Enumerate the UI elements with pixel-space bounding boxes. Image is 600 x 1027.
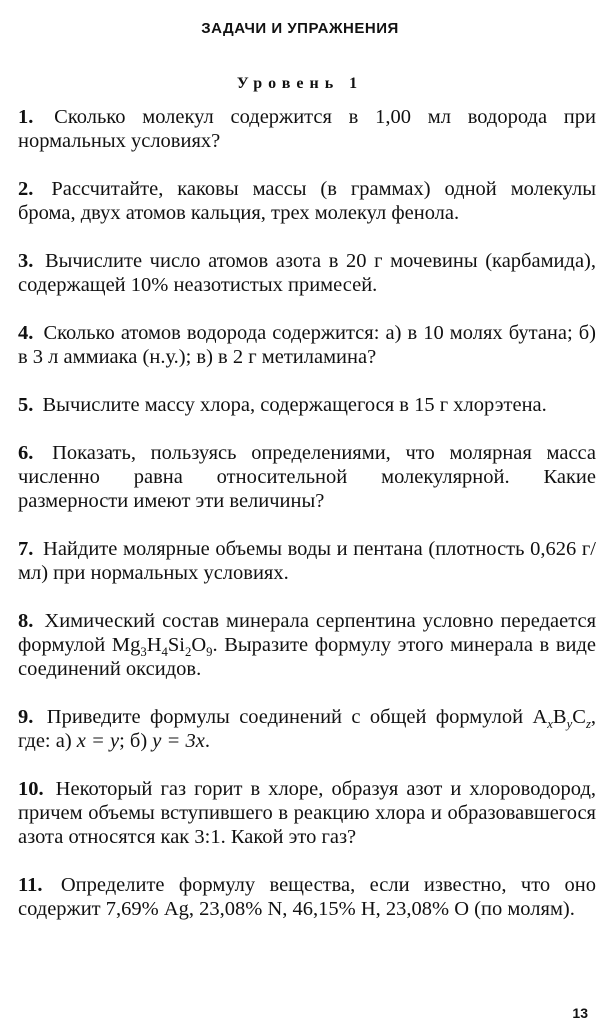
problem-text: Определите формулу вещества, если известно, что оно содержит 7,69% Ag, 23,08% N, 46,15% H, 23,08% O (по молям). [18,874,596,920]
problem-text: Вычислите массу хлора, содержащегося в 15 г хлорэтена. [42,394,547,416]
problem-1 [18,105,596,153]
problem-number: 1. [18,106,34,128]
chemical-formula: $Mg_3H_4Si_2O_9$ [111,634,213,660]
problem-5 [18,393,596,417]
level-title: Уровень 1 [236,75,364,92]
page-number: 13 [572,1005,588,1021]
problem-text: Рассчитайте, каковы массы (в граммах) одной молекулы брома, двух атомов кальция, трех молекул фенола. [18,178,597,224]
problem-7 [18,537,596,585]
problem-number: 7. [18,538,34,560]
problem-text: Показать, пользуясь определениями, что молярная масса численно равна относительной молекулярной. Какие размерности имеют эти величины? [18,442,596,512]
problem-number: 10. [18,778,44,800]
problem-number: 8. [18,610,34,632]
problem-3 [18,249,596,297]
problem-text: Некоторый газ горит в хлоре, образуя азот и хлороводород, причем объемы вступившего в реакцию хлора и образовавшегося азота относятся как 3:1. Какой это газ? [18,778,596,848]
general-formula: $A_xB_yC_z$ [532,706,591,732]
problem-6 [18,441,596,513]
problem-number: 4. [18,322,34,344]
problem-text-after: , где: а) x = y; б) y = 3x. [18,706,597,752]
problem-number: 11. [18,874,43,896]
problem-text-before: Приведите формулы соединений с общей формулой [46,706,533,728]
problem-text-after: . Выразите формулу этого минерала в виде соединений оксидов. [18,634,596,680]
problem-number: 2. [18,178,34,200]
problem-number: 3. [18,250,34,272]
problem-text-before: Химический состав минерала серпентина условно передается формулой [18,610,596,656]
problem-text: Найдите молярные объемы воды и пентана (плотность 0,626 г/мл) при нормальных условиях. [18,538,597,584]
problem-text: Вычислите число атомов азота в 20 г мочевины (карбамида), содержащей 10% неазотистых примесей. [18,250,596,296]
problem-number: 6. [18,442,34,464]
problem-4 [18,321,596,369]
problem-11 [18,873,596,921]
problem-2 [18,177,596,225]
problem-text: Сколько молекул содержится в 1,00 мл водорода при нормальных условиях? [18,106,596,152]
problem-number: 5. [18,394,34,416]
problem-text: Сколько атомов водорода содержится: а) в 10 молях бутана; б) в 3 л аммиака (н.у.); в) в 2 г метиламина? [18,322,596,368]
problem-10 [18,777,596,849]
section-title: ЗАДАЧИ И УПРАЖНЕНИЯ [201,20,399,37]
problem-number: 9. [18,706,34,728]
problem-8 [18,609,596,681]
problem-list [18,105,596,945]
problem-9 [18,705,596,753]
